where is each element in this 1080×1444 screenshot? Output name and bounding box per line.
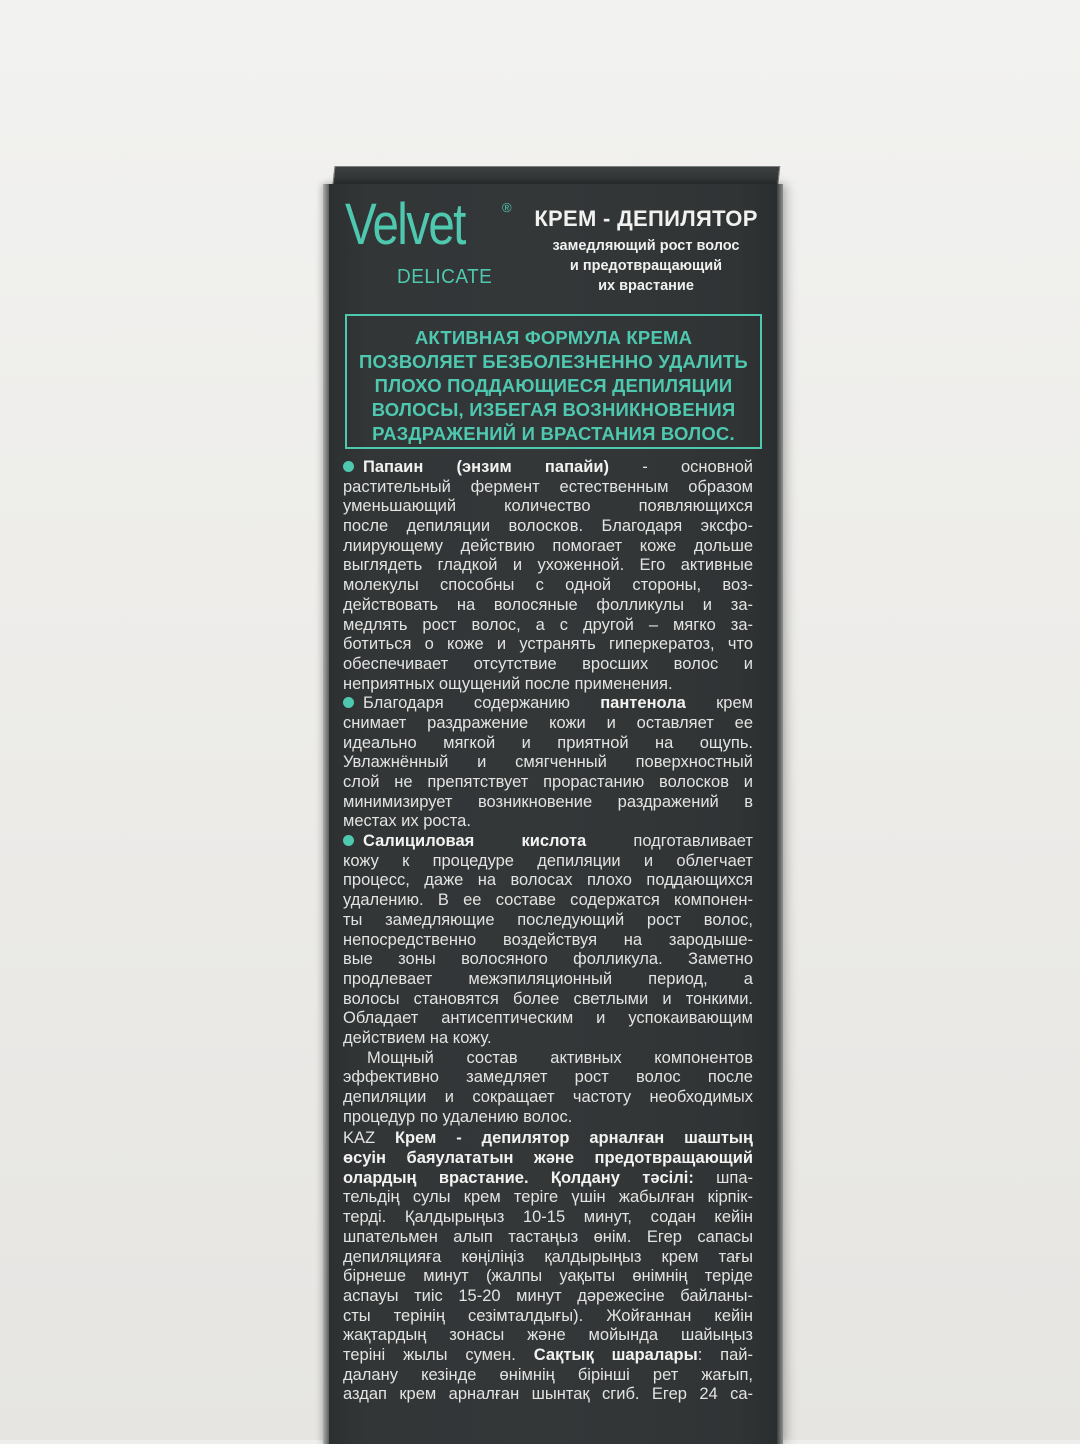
formula-line: ПОЗВОЛЯЕТ БЕЗБОЛЕЗНЕННО УДАЛИТЬ (359, 351, 748, 372)
kaz-usage-heading: олардың врастание. Қолдану тәсілі: (343, 1168, 694, 1187)
panthenol-line: местах их роста. (343, 812, 471, 831)
panthenol-line: слой не препятствует прорастанию волосков и (343, 773, 753, 791)
panthenol-heading: пантенола (600, 694, 686, 713)
kaz-precautions-lead: теріні жылы сумен. (343, 1345, 534, 1364)
summary-first-line (343, 1049, 753, 1069)
kaz-line: терді. Қалдырыңыз 10-15 минут, содан кейін (343, 1208, 753, 1227)
bullet-icon (343, 697, 354, 708)
papain-heading-tail: - основной (609, 458, 753, 476)
salicylic-line: вые зоны волосяного фолликула. Заметно (343, 950, 753, 969)
summary-line: процедур по удалению волос. (343, 1107, 573, 1126)
papain-line: обеспечивает отсутствие вросших волос и (343, 654, 753, 673)
formula-line: ВОЛОСЫ, ИЗБЕГАЯ ВОЗНИКНОВЕНИЯ (371, 399, 736, 420)
papain-line: лиирующему действию помогает коже дольше (343, 536, 753, 555)
kaz-precautions-tail: : пай- (697, 1345, 753, 1364)
kaz-line: далану кезінде өнімнің бірінші рет жағып, (343, 1365, 753, 1384)
papain-line: действовать на волосяные фолликулы и за- (343, 595, 753, 614)
kaz-line: бірнеше минут (жалпы уақыты өнімнің теріде (343, 1267, 753, 1286)
kaz-precautions-heading: Сақтық шаралары (533, 1345, 698, 1364)
logo-subtitle: DELICATE (397, 266, 493, 288)
brand-logo (345, 192, 525, 296)
product-subtitle-line: и предотвращающий (569, 258, 723, 274)
salicylic-line: ты замедляющие последующий рост волос, (343, 910, 753, 929)
formula-line: ПЛОХО ПОДДАЮЩИЕСЯ ДЕПИЛЯЦИИ (374, 375, 733, 396)
papain-line: уменьшающий количество появляющихся (343, 497, 753, 516)
kaz-line (343, 1346, 753, 1366)
panthenol-lead: Благодаря содержанию (363, 694, 601, 713)
product-subtitle-line: замедляющий рост волос (552, 238, 740, 254)
salicylic-line: Обладает антисептическим и успокаивающим (343, 1009, 753, 1028)
formula-box (345, 314, 762, 449)
formula-line: РАЗДРАЖЕНИЙ И ВРАСТАНИЯ ВОЛОС. (372, 423, 735, 444)
papain-heading-line (343, 458, 753, 478)
papain-heading: Папаин (энзим папайи) (363, 458, 609, 476)
summary-first-text: Мощный состав активных компонентов (367, 1048, 753, 1067)
box-edge-right (777, 184, 783, 1444)
papain-line: выглядеть гладкой и ухоженной. Его активные (343, 556, 753, 575)
papain-line: медлять рост волос, а с другой – мягко за- (343, 615, 753, 634)
kaz-line: аспауы тиіс 15-20 минут дәрежесіне байланы- (343, 1286, 753, 1305)
registered-mark: ® (502, 200, 512, 215)
product-title-block (530, 206, 762, 296)
panthenol-line: Увлажнённый и смягченный поверхностный (343, 753, 753, 772)
papain-line: растительный фермент естественным образом (343, 477, 753, 496)
salicylic-line: волосы становятся более светлыми и тонкими. (343, 989, 753, 1008)
salicylic-heading: Салициловая кислота (363, 832, 587, 851)
box-edge-left (323, 184, 329, 1444)
kaz-line: депиляцияға көңіліңіз қалдырыңыз крем тағы (343, 1247, 753, 1266)
kaz-usage-tail: шпа- (693, 1168, 753, 1187)
salicylic-line: процесс, даже на волосах плохо поддающихся (343, 871, 753, 890)
bullet-icon (343, 835, 354, 846)
salicylic-line: продлевает межэпиляционный период, а (343, 969, 753, 988)
kaz-line (343, 1129, 753, 1149)
logo-word: Velvet (345, 192, 465, 257)
kaz-code: KAZ (343, 1129, 376, 1148)
description-text (343, 458, 753, 1405)
kaz-line: тельдің сулы крем теріге үшін жабылған кірпік- (343, 1188, 753, 1207)
product-title: КРЕМ - ДЕПИЛЯТОР (534, 206, 758, 231)
panthenol-heading-tail: крем (685, 694, 753, 713)
salicylic-line: кожу к процедуре депиляции и облегчает (343, 851, 753, 870)
kaz-line: сты терінің сезімталдығы). Жойғаннан кейін (343, 1306, 753, 1325)
product-subtitle-line: их врастание (598, 278, 694, 294)
papain-line: неприятных ощущений после применения. (343, 674, 673, 693)
kaz-line: шпательмен алып тастаңыз өнім. Егер сапасы (343, 1227, 753, 1246)
formula-line: АКТИВНАЯ ФОРМУЛА КРЕМА (414, 327, 693, 348)
salicylic-heading-line (343, 832, 753, 852)
salicylic-heading-tail: подготавливает (586, 832, 753, 851)
salicylic-line: действием на кожу. (343, 1028, 492, 1047)
summary-line: эффективно замедляет рост волос после (343, 1068, 753, 1087)
salicylic-line: непосредственно воздействуя на зародыше- (343, 930, 753, 949)
summary-line: депиляции и сокращает частоту необходимых (343, 1088, 753, 1106)
papain-line: ботиться о коже и устранять гиперкератоз, что (343, 635, 753, 654)
kaz-line: жақтардың зонасы және мойында шайыңыз (343, 1326, 753, 1345)
kaz-heading: Крем - депилятор арналған шаштың (375, 1129, 753, 1148)
panthenol-line: минимизирует возникновение раздражений в (343, 792, 753, 811)
panthenol-heading-line (343, 694, 753, 714)
papain-line: после депиляции волосков. Благодаря эксфо- (343, 517, 753, 536)
panthenol-line: идеально мягкой и приятной на ощупь. (343, 733, 753, 752)
panthenol-line: снимает раздражение кожи и оставляет ее (343, 713, 753, 732)
papain-line: молекулы способны с одной стороны, воз- (343, 576, 753, 595)
salicylic-line: удалению. В ее составе содержатся компонен- (343, 891, 753, 910)
kaz-line: өсуін баяулататын және предотвращающий (343, 1149, 753, 1168)
kaz-line (343, 1169, 753, 1189)
bullet-icon (343, 461, 354, 472)
kaz-line: аздап крем арналған шынтақ сгиб. Егер 24 са- (343, 1385, 753, 1404)
